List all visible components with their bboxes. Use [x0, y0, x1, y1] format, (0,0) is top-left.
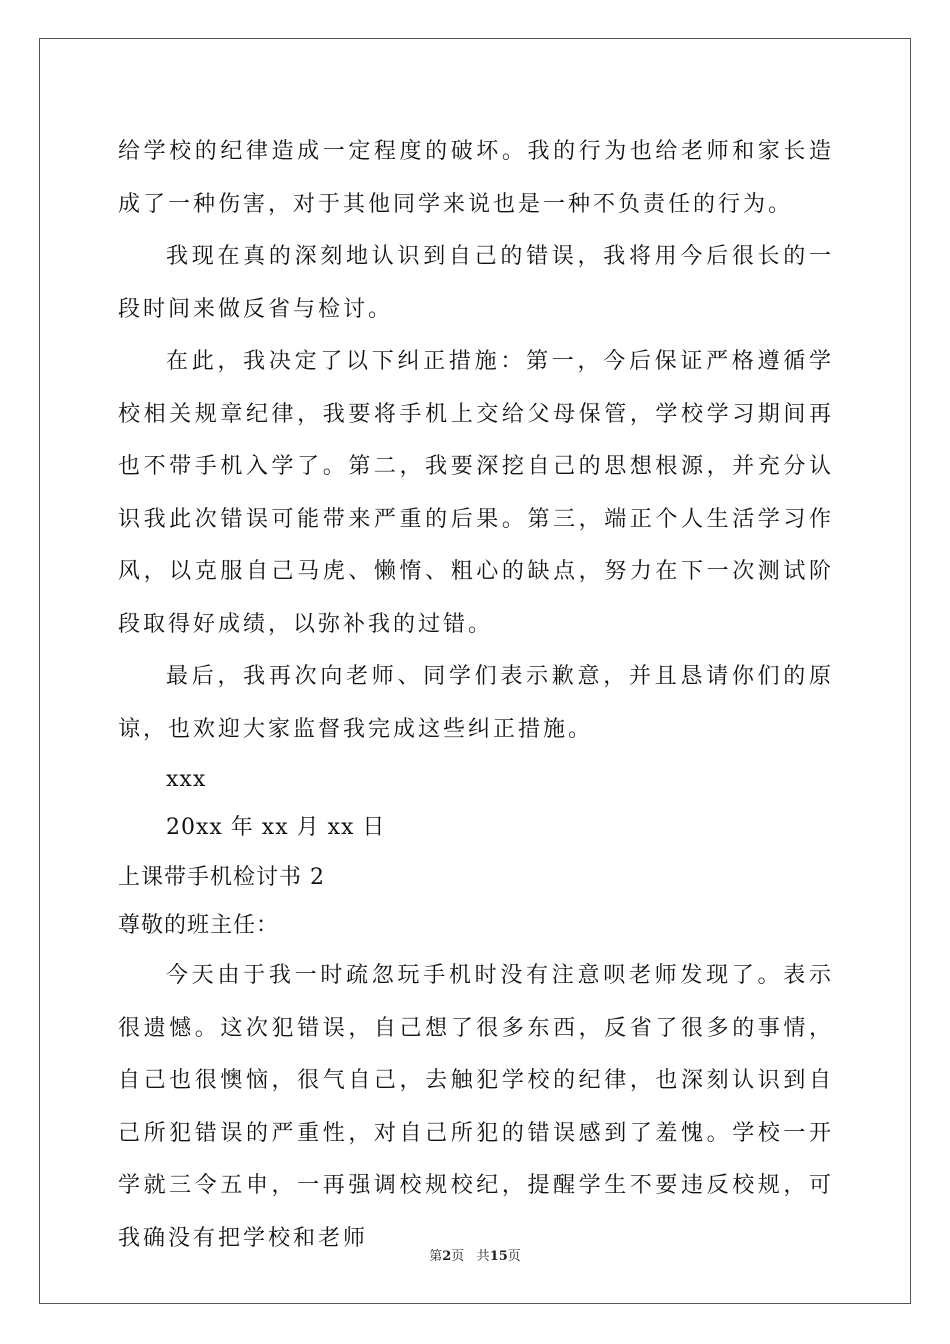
footer-total-prefix: 共	[476, 1249, 490, 1264]
date: 20xx 年 xx 月 xx 日	[166, 815, 386, 840]
paragraph-2: 我现在真的深刻地认识到自己的错误，我将用今后很长的一段时间来做反省与检讨。	[118, 244, 834, 322]
paragraph-1: 给学校的纪律造成一定程度的破坏。我的行为也给老师和家长造成了一种伤害，对于其他同学来说也是一种不负责任的行为。	[118, 139, 834, 217]
paragraph-5: 今天由于我一时疏忽玩手机时没有注意呗老师发现了。表示很遗憾。这次犯错误，自己想了很多东西，反省了很多的事情，自己也很懊恼，很气自己，去触犯学校的纪律，也深刻认识到自己所犯错误的严重性，对自己所犯的错误感到了羞愧。学校一开学就三令五申，一再强调校规校纪，提醒学生不要违反校规，可我确没有把学校和老师	[118, 963, 834, 1251]
section-title: 上课带手机检讨书 2	[118, 865, 325, 890]
document-body	[118, 126, 834, 1265]
signature: xxx	[166, 767, 207, 792]
paragraph-3: 在此，我决定了以下纠正措施：第一，今后保证严格遵循学校相关规章纪律，我要将手机上交给父母保管，学校学习期间再也不带手机入学了。第二，我要深挖自己的思想根源，并充分认识我此次错误可能带来严重的后果。第三，端正个人生活学习作风，以克服自己马虎、懒惰、粗心的缺点，努力在下一次测试阶段取得好成绩，以弥补我的过错。	[118, 349, 834, 637]
page-footer	[0, 1245, 950, 1264]
salutation: 尊敬的班主任：	[118, 913, 280, 938]
footer-page-number: 2	[442, 1249, 452, 1264]
footer-page-prefix: 第	[429, 1249, 443, 1264]
footer-total-pages: 15	[489, 1249, 508, 1264]
footer-page-suffix: 页	[451, 1249, 465, 1264]
footer-total-suffix: 页	[507, 1249, 521, 1264]
paragraph-4: 最后，我再次向老师、同学们表示歉意，并且恳请你们的原谅，也欢迎大家监督我完成这些纠正措施。	[118, 664, 834, 742]
